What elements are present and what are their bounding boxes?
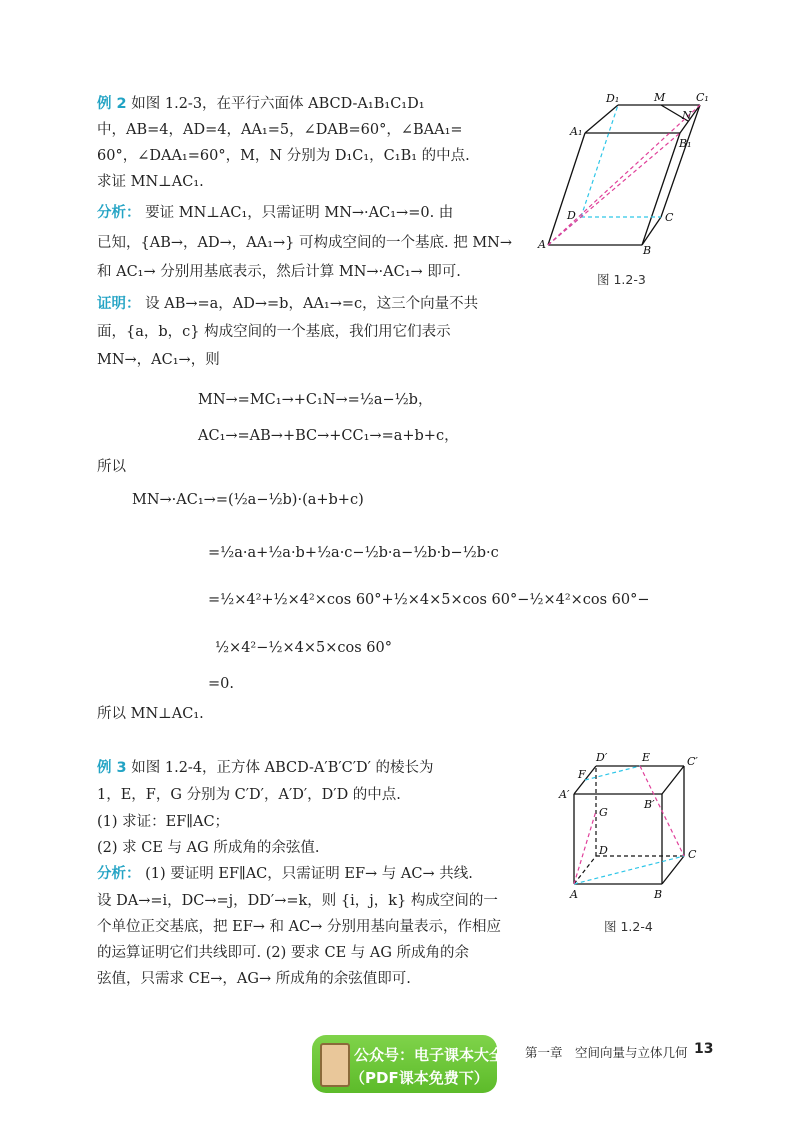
analysis2-line3: 和 AC₁→ 分别用基底表示，然后计算 MN→·AC₁→ 即可. <box>97 264 461 280</box>
equation-mn: MN→=MC₁→+C₁N→=½a−½b， <box>198 392 433 408</box>
so-label: 所以 <box>97 459 126 475</box>
chapter-title: 第一章 空间向量与立体几何 <box>525 1045 688 1060</box>
edge-cc1 <box>661 105 700 217</box>
label-a: A <box>570 888 578 901</box>
label-a: A <box>538 238 546 251</box>
label-b1: B₁ <box>679 137 692 150</box>
label-c-prime: C′ <box>687 755 698 768</box>
proof2-conclusion: 所以 MN⊥AC₁. <box>97 706 204 722</box>
example2-tag: 例 2 <box>97 96 127 112</box>
figure-1-2-3 <box>530 88 710 260</box>
analysis3-line5: 弦值，只需求 CE→，AG→ 所成角的余弦值即可. <box>97 971 411 987</box>
example3-line1 <box>97 758 434 778</box>
label-c1: C₁ <box>696 91 709 104</box>
example2-text1: 如图 1.2-3，在平行六面体 ABCD-A₁B₁C₁D₁ <box>131 96 425 112</box>
example2-line1 <box>97 94 425 114</box>
label-n: N <box>682 109 692 122</box>
equation-result: =0. <box>208 676 234 692</box>
analysis3-line1 <box>97 864 473 884</box>
label-f: F <box>578 768 586 781</box>
watermark-banner <box>312 1035 505 1093</box>
analysis3-line2: 设 DA→=i，DC→=j，DD′→=k，则 {i，j，k} 构成空间的一 <box>97 893 498 909</box>
label-d: D <box>567 209 576 222</box>
analysis3-text1: (1) 要证明 EF∥AC，只需证明 EF→ 与 AC→ 共线. <box>145 866 473 882</box>
label-d1: D₁ <box>606 92 620 105</box>
analysis3-line3: 个单位正交基底，把 EF→ 和 AC→ 分别用基向量表示，作相应 <box>97 919 501 935</box>
analysis2-tag: 分析： <box>97 205 141 221</box>
watermark-line1: 公众号：电子课本大全 <box>354 1046 505 1064</box>
label-e: E <box>642 751 651 764</box>
label-a-prime: A′ <box>559 788 570 801</box>
equation-dot-product: MN→·AC₁→=(½a−½b)·(a+b+c) <box>132 492 364 508</box>
proof2-text1: 设 AB→=a，AD→=b，AA₁→=c，这三个向量不共 <box>145 296 479 312</box>
analysis2-text1: 要证 MN⊥AC₁，只需证明 MN→·AC₁→=0. 由 <box>145 205 454 221</box>
analysis3-line4: 的运算证明它们共线即可. (2) 要求 CE 与 AG 所成角的余 <box>97 945 470 961</box>
dashed-ac <box>574 856 684 884</box>
equation-substitute: =½×4²+½×4²×cos 60°+½×4×5×cos 60°−½×4²×cos 60°− <box>208 592 650 608</box>
example3-tag: 例 3 <box>97 760 127 776</box>
edge-a1d1 <box>585 105 618 133</box>
example2-line2: 中，AB=4，AD=4，AA₁=5，∠DAB=60°，∠BAA₁= <box>97 122 463 138</box>
edge-bc <box>642 217 661 245</box>
figure-1-2-4-caption: 图 1.2-4 <box>604 919 653 934</box>
proof2-line2: 面，{a，b，c} 构成空间的一个基底，我们用它们表示 <box>97 324 451 340</box>
label-a1: A₁ <box>570 125 583 138</box>
example3-line3: (1) 求证：EF∥AC； <box>97 814 230 830</box>
analysis3-tag: 分析： <box>97 866 141 882</box>
dashed-ag <box>574 811 596 884</box>
label-d: D <box>599 844 608 857</box>
label-b: B <box>643 244 652 257</box>
page-number: 13 <box>694 1041 714 1057</box>
example3-text1: 如图 1.2-4，正方体 ABCD-A′B′C′D′ 的棱长为 <box>131 760 434 776</box>
label-d-prime: D′ <box>596 751 608 764</box>
equation-substitute-cont: ½×4²−½×4×5×cos 60° <box>215 640 392 656</box>
proof2-line1 <box>97 294 478 314</box>
dashed-ef <box>585 766 640 780</box>
proof2-line3: MN→，AC₁→，则 <box>97 352 220 368</box>
equation-expand: =½a·a+½a·b+½a·c−½b·a−½b·b−½b·c <box>208 545 499 561</box>
label-c: C <box>688 848 697 861</box>
analysis2-line1 <box>97 203 453 223</box>
edge-b1c1 <box>662 766 684 794</box>
example2-line3: 60°，∠DAA₁=60°，M，N 分别为 D₁C₁，C₁B₁ 的中点. <box>97 148 470 164</box>
label-b: B <box>654 888 663 901</box>
example3-line2: 1，E，F，G 分别为 C′D′，A′D′，D′D 的中点. <box>97 787 401 803</box>
figure-1-2-3-caption: 图 1.2-3 <box>597 272 646 287</box>
book-icon <box>320 1043 350 1087</box>
example2-line4: 求证 MN⊥AC₁. <box>97 174 204 190</box>
label-m: M <box>654 91 666 104</box>
dashed-ad <box>574 856 596 884</box>
analysis2-line2: 已知，{AB→，AD→，AA₁→} 可构成空间的一个基底. 把 MN→ <box>97 235 512 251</box>
equation-ac1: AC₁→=AB→+BC→+CC₁→=a+b+c， <box>198 428 459 444</box>
watermark-line2: （PDF课本免费下） <box>350 1069 489 1087</box>
label-b-prime: B′ <box>644 798 655 811</box>
example3-line4: (2) 求 CE 与 AG 所成角的余弦值. <box>97 840 320 856</box>
label-g: G <box>599 806 608 819</box>
proof2-tag: 证明： <box>97 296 141 312</box>
dashed-dd1 <box>581 105 618 217</box>
label-c: C <box>665 211 674 224</box>
dashed-ab1 <box>548 133 680 245</box>
figure-1-2-4 <box>556 736 706 906</box>
